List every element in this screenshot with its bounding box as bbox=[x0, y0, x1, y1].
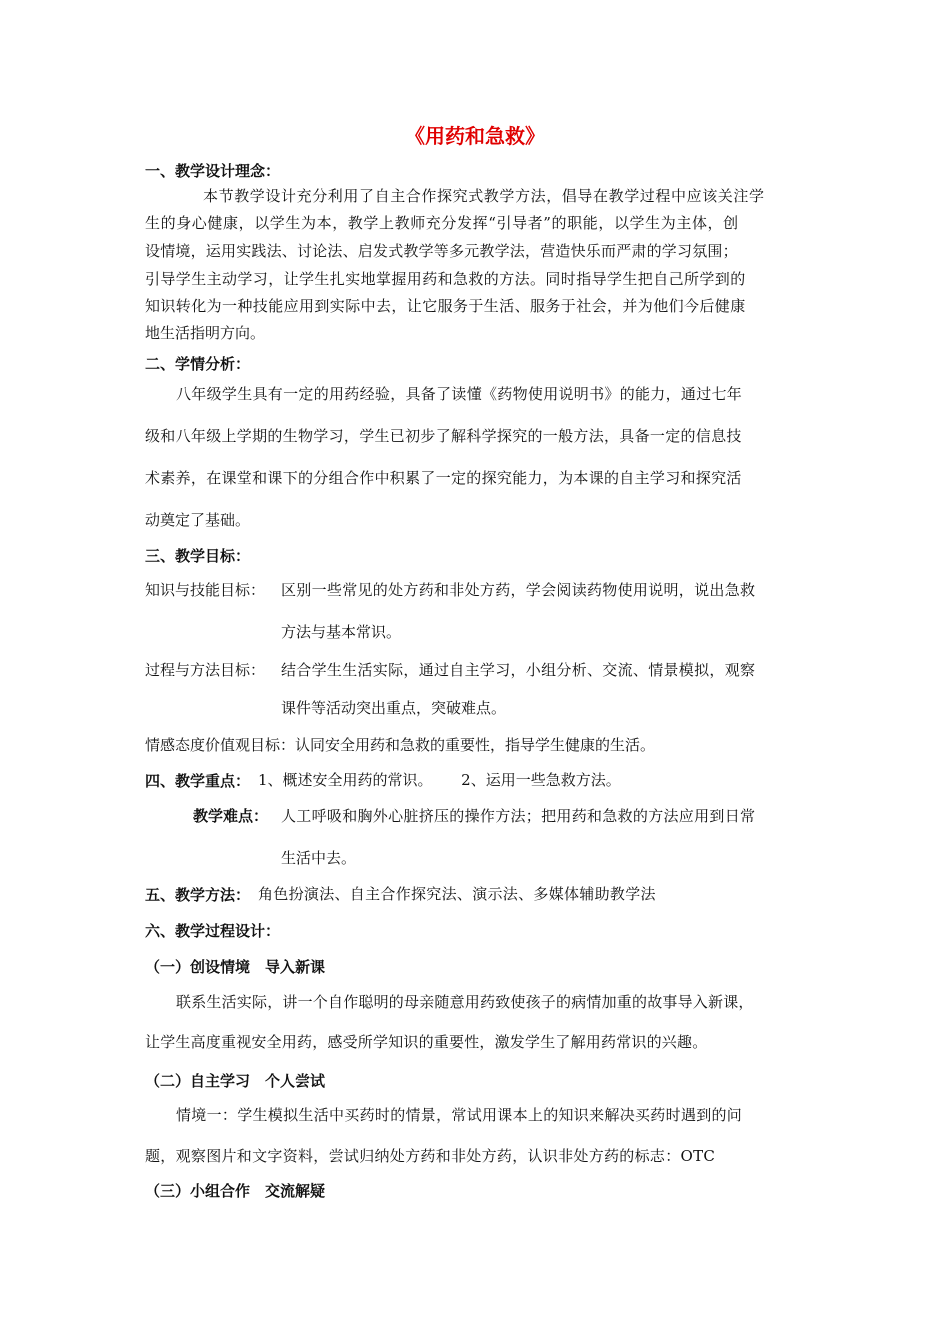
process-step-1-line-1: 联系生活实际，讲一个自作聪明的母亲随意用药致使孩子的病情加重的故事导入新课， bbox=[176, 993, 754, 1011]
section-5-heading: 五、教学方法： bbox=[145, 886, 251, 904]
process-step-2-line-2: 题，观察图片和文字资料，尝试归纳处方药和非处方药，认识非处方药的标志：OTC bbox=[145, 1147, 716, 1165]
section-6-heading: 六、教学过程设计： bbox=[145, 922, 281, 940]
section-3-heading: 三、教学目标： bbox=[145, 547, 251, 565]
knowledge-goal-label: 知识与技能目标： bbox=[145, 581, 266, 599]
key-points: 1、概述安全用药的常识。 2、运用一些急救方法。 bbox=[258, 771, 621, 789]
section-1-heading: 一、教学设计理念： bbox=[145, 162, 281, 180]
section-2-line-2: 级和八年级上学期的生物学习，学生已初步了解科学探究的一般方法，具备一定的信息技 bbox=[145, 427, 742, 445]
section-1-line-2: 生的身心健康，以学生为本，教学上教师充分发挥“引导者”的职能，以学生为主体，创 bbox=[145, 214, 739, 232]
process-goal-label: 过程与方法目标： bbox=[145, 661, 266, 679]
process-step-1-heading: （一）创设情境 导入新课 bbox=[145, 958, 326, 976]
process-goal-line-1: 结合学生生活实际，通过自主学习，小组分析、交流、情景模拟，观察 bbox=[281, 661, 756, 679]
process-step-2-heading: （二）自主学习 个人尝试 bbox=[145, 1072, 326, 1090]
knowledge-goal-line-2: 方法与基本常识。 bbox=[281, 623, 402, 641]
teaching-methods: 角色扮演法、自主合作探究法、演示法、多媒体辅助教学法 bbox=[258, 885, 656, 903]
difficulty-line-2: 生活中去。 bbox=[281, 849, 357, 867]
section-1-line-5: 知识转化为一种技能应用到实际中去，让它服务于生活、服务于社会，并为他们今后健康 bbox=[145, 297, 746, 315]
section-2-line-3: 术素养，在课堂和课下的分组合作中积累了一定的探究能力，为本课的自主学习和探究活 bbox=[145, 469, 742, 487]
section-2-heading: 二、学情分析： bbox=[145, 355, 251, 373]
knowledge-goal-line-1: 区别一些常见的处方药和非处方药，学会阅读药物使用说明，说出急救 bbox=[281, 581, 756, 599]
section-1-line-3: 设情境，运用实践法、讨论法、启发式教学等多元教学法，营造快乐而严肃的学习氛围； bbox=[145, 242, 738, 260]
section-2-line-1: 八年级学生具有一定的用药经验，具备了读懂《药物使用说明书》的能力，通过七年 bbox=[176, 385, 743, 403]
document-title: 《用药和急救》 bbox=[405, 124, 545, 148]
section-1-line-4: 引导学生主动学习，让学生扎实地掌握用药和急救的方法。同时指导学生把自己所学到的 bbox=[145, 270, 746, 288]
process-step-3-heading: （三）小组合作 交流解疑 bbox=[145, 1182, 326, 1200]
section-1-line-1: 本节教学设计充分利用了自主合作探究式教学方法，倡导在教学过程中应该关注学 bbox=[203, 187, 765, 205]
section-1-line-6: 地生活指明方向。 bbox=[145, 324, 266, 342]
section-4-heading: 四、教学重点： bbox=[145, 772, 251, 790]
section-2-line-4: 动奠定了基础。 bbox=[145, 511, 251, 529]
difficulty-line-1: 人工呼吸和胸外心脏挤压的操作方法；把用药和急救的方法应用到日常 bbox=[281, 807, 756, 825]
process-step-1-line-2: 让学生高度重视安全用药，感受所学知识的重要性，激发学生了解用药常识的兴趣。 bbox=[145, 1033, 708, 1051]
emotion-goal: 情感态度价值观目标：认同安全用药和急救的重要性，指导学生健康的生活。 bbox=[145, 736, 656, 754]
process-step-2-line-1: 情境一：学生模拟生活中买药时的情景，常试用课本上的知识来解决买药时遇到的问 bbox=[176, 1106, 743, 1124]
process-goal-line-2: 课件等活动突出重点，突破难点。 bbox=[281, 699, 507, 717]
difficulty-label: 教学难点： bbox=[193, 807, 269, 825]
